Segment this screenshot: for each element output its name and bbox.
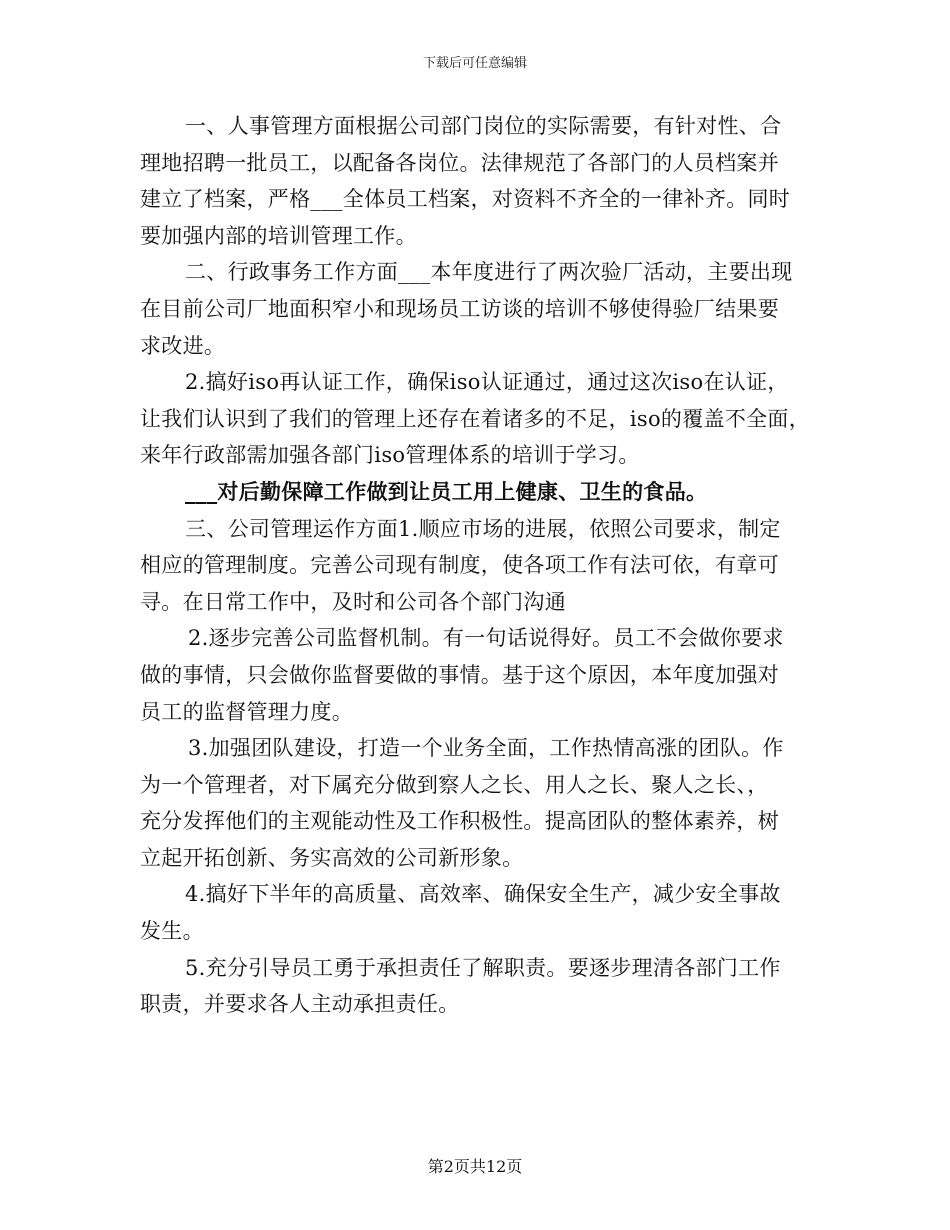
text-line: 4.搞好下半年的高质量、高效率、确保安全生产，减少安全事故: [185, 882, 781, 907]
text-line: 发生。: [140, 919, 204, 944]
text-line: 为一个管理者，对下属充分做到察人之长、用人之长、聚人之长、，: [140, 772, 769, 797]
page-header: 下载后可任意编辑: [422, 56, 527, 71]
text-line: 员工的监督管理力度。: [140, 699, 353, 724]
text-line: ___对后勤保障工作做到让员工用上健康、卫生的食品。: [185, 478, 708, 504]
text-line: 相应的管理制度。完善公司现有制度，使各项工作有法可依，有章可: [140, 553, 779, 578]
document-body: [140, 108, 830, 1023]
text-line: 充分发挥他们的主观能动性及工作积极性。提高团队的整体素养，树: [140, 809, 779, 834]
text-line: 理地招聘一批员工，以配备各岗位。法律规范了各部门的人员档案并: [140, 150, 779, 175]
page-footer: 第2页共12页: [427, 1157, 523, 1176]
text-line: 求改进。: [140, 333, 226, 358]
text-line: 要加强内部的培训管理工作。: [140, 223, 417, 248]
text-line: 2.逐步完善公司监督机制。有一句话说得好。员工不会做你要求: [188, 626, 784, 651]
text-line: 职责，并要求各人主动承担责任。: [140, 992, 460, 1017]
text-line: 3.加强团队建设，打造一个业务全面，工作热情高涨的团队。作: [188, 736, 784, 761]
text-line: 让我们认识到了我们的管理上还存在着诸多的不足，iso的覆盖不全面，: [140, 406, 811, 431]
text-line: 一、人事管理方面根据公司部门岗位的实际需要，有针对性、合: [185, 114, 782, 138]
text-line: 三、公司管理运作方面1.顺应市场的进展，依照公司要求，制定: [185, 516, 781, 541]
text-line: 来年行政部需加强各部门iso管理体系的培训于学习。: [140, 443, 640, 468]
text-line: 建立了档案，严格___全体员工档案，对资料不齐全的一律补齐。同时: [140, 187, 791, 212]
text-line: 做的事情，只会做你监督要做的事情。基于这个原因，本年度加强对: [140, 662, 779, 687]
text-line: 寻。在日常工作中，及时和公司各个部门沟通: [140, 589, 566, 614]
text-line: 在目前公司厂地面积窄小和现场员工访谈的培训不够使得验厂结果要: [140, 296, 779, 321]
text-line: 2.搞好iso再认证工作，确保iso认证通过，通过这次iso在认证，: [185, 370, 789, 395]
text-line: 立起开拓创新、务实高效的公司新形象。: [140, 845, 524, 870]
text-line: 二、行政事务工作方面___本年度进行了两次验厂活动，主要出现: [185, 260, 793, 285]
text-line: 5.充分引导员工勇于承担责任了解职责。要逐步理清各部门工作: [185, 955, 781, 980]
